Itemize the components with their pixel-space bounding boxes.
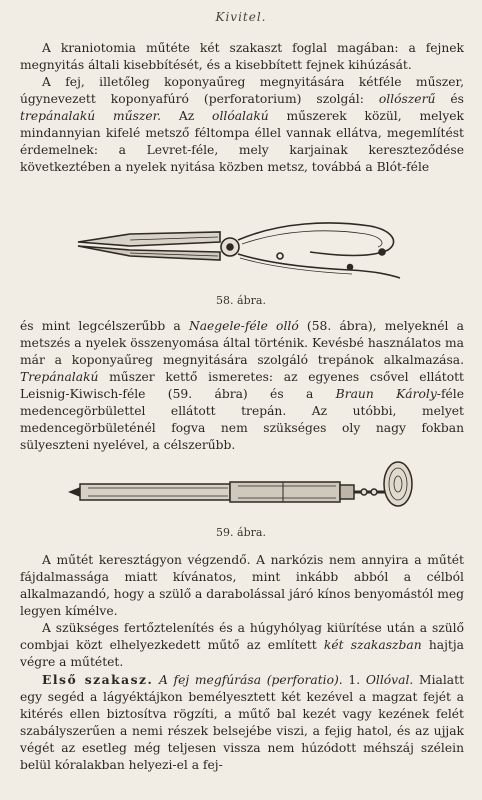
italic-term: trepánalakú műszer. — [20, 109, 162, 123]
text-block-bottom — [20, 552, 464, 774]
text-run: hajtja végre a műtétet. — [20, 638, 464, 669]
italic-term: két szakaszban — [323, 638, 422, 652]
paragraph — [20, 318, 464, 454]
italic-term: A fej megfúrása (perforatio). — [153, 673, 343, 687]
italic-term: ollóalakú — [212, 109, 269, 123]
section-heading: Első szakasz. — [42, 672, 154, 687]
text-run: Az — [161, 109, 213, 123]
paragraph: A műtét keresztágyon végzendő. A narkózis nem annyira a műtét fájdalmassága miatt kívánatos, mint inkább abból a célból alkalmazandó, hogy a szülő a darabolással járó kínos benyomástól meg legyen kímélve. — [20, 553, 465, 618]
text-run: (58. ábra), melyeknél a metszés a nyelek összenyomása által történik. Kevésbé használatos ma már a koponyaűreg megnyitására szolgáló trepánok alkalmazása. — [20, 319, 464, 367]
italic-term: Naegele-féle olló — [188, 319, 299, 333]
text-run: A szükséges fertőztelenítés és a húgyhólyag kiürítése után a szülő combjai közt elhelyezkedett műtő az említett — [20, 621, 464, 652]
text-block-top — [20, 40, 464, 176]
perforator-scissors-illustration — [70, 212, 415, 288]
text-run: A fej, illetőleg koponyaűreg megnyitására kétféle műszer, úgynevezett koponyafúró (perforatorium) szolgál: — [20, 75, 464, 106]
text-run: és mint legcélszerűbb a — [20, 319, 189, 333]
text-run: -féle medencegörbülettel ellátott trepán. Az utóbbi, melyet medencegörbületénél fogva nem szükséges oly nagy fokban sülyeszteni nyelével, a célszerűbb. — [20, 387, 464, 452]
italic-term: ollószerű — [378, 92, 436, 106]
italic-term: Ollóval. — [365, 673, 414, 687]
paragraph — [20, 74, 464, 176]
text-run: és — [435, 92, 464, 106]
figure-caption-58: 58. ábra. — [216, 294, 266, 307]
text-run: műszer kettő ismeretes: az egyenes csővel ellátott Leisnig-Kiwisch-féle (59. ábra) és a — [20, 370, 464, 401]
paragraph: A kraniotomia műtéte két szakaszt foglal magában: a fejnek megnyitás általi kisebbítését, és a kisebbített fejnek kihúzását. — [20, 41, 464, 72]
text-run: műszerek közül, melyek mindannyian kifelé metsző féltompa éllel vannak ellátva, megemlítést érdemelnek: a Levret-féle, mely karjainak kereszteződése következtében a nyelek nyitása közben metsz, továbbá a Blót-féle — [20, 109, 464, 174]
italic-term: Braun Károly — [335, 387, 437, 401]
paragraph — [20, 671, 464, 774]
figure-caption-59: 59. ábra. — [216, 526, 266, 539]
text-run: Mialatt egy segéd a lágyéktájkon bemélyesztett két kezével a magzat fejét a kitérés ellen biztosítva rögzíti, a műtő bal kezét vagy kezének felét szabályszerűen a nemi részek belsejébe viszi, a fejig hatol, és az ujjak végét az esetleg még teljesen vissza nem húzódott méhszáj szélein belül kóralakban helyezi-el a fej- — [20, 673, 465, 772]
text-block-middle — [20, 318, 464, 454]
trepan-illustration — [68, 458, 418, 516]
running-header: Kivitel. — [215, 10, 267, 24]
text-run: 1. — [342, 673, 366, 687]
paragraph — [20, 620, 464, 671]
italic-term: Trepánalakú — [20, 370, 99, 384]
